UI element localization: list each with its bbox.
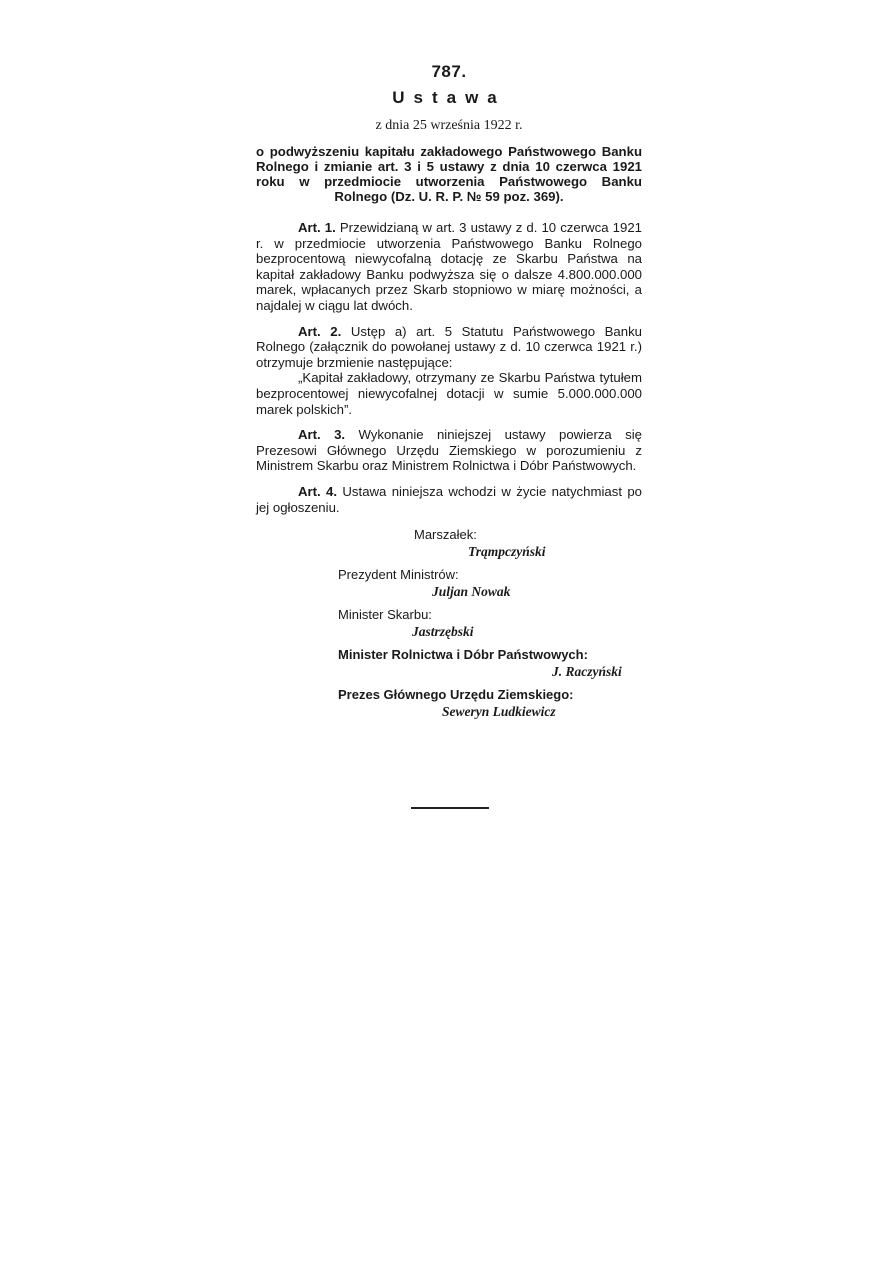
- article-label: Art. 1.: [298, 220, 336, 235]
- signature-prezes-guz: [256, 687, 642, 727]
- signature-name: Trąmpczyński: [468, 544, 546, 560]
- act-date: z dnia 25 września 1922 r.: [375, 118, 523, 133]
- article-3: [256, 427, 642, 474]
- signature-role: Minister Skarbu:: [338, 607, 432, 623]
- article-text: Przewidzianą w art. 3 ustawy z d. 10 czerwca 1921 r. w przedmiocie utworzenia Państwowego Banku Rolnego bezprocentową niewycofalną dotację ze Skarbu Państwa na kapitał zakładowy Banku podwyższa się o dalsze 4.800.000.000 marek, wpłacanych przez Skarb stopniowo w miarę możności, a najdalej w ciągu lat dwóch.: [256, 220, 642, 313]
- article-label: Art. 2.: [298, 323, 342, 339]
- article-text: Ustęp a) art. 5 Statutu Państwowego Banku Rolnego (załącznik do powołanej ustawy z d. 10 czerwca 1921 r.) otrzymuje brzmienie następujące:: [256, 323, 642, 370]
- signature-minister-skarbu: [256, 607, 642, 647]
- article-label: Art. 4.: [298, 483, 338, 499]
- article-quote: „Kapitał zakładowy, otrzymany ze Skarbu Państwa tytułem bezprocentowej niewycofalnej dotacji w sumie 5.000.000.000 marek polskich”.: [256, 370, 642, 417]
- closing-rule: [411, 807, 489, 809]
- signature-role: Minister Rolnictwa i Dóbr Państwowych:: [338, 647, 588, 663]
- article-4: [256, 484, 642, 515]
- signature-prezydent: [256, 567, 642, 607]
- signature-name: Jastrzębski: [412, 624, 474, 640]
- signature-name: J. Raczyński: [552, 664, 622, 680]
- signature-minister-rolnictwa: [256, 647, 642, 687]
- act-type-heading: Ustawa: [392, 88, 506, 107]
- signature-role: Marszałek:: [414, 527, 477, 543]
- document-number: 787.: [431, 62, 467, 81]
- article-text: Ustawa niniejsza wchodzi w życie natychmiast po jej ogłoszeniu.: [256, 483, 642, 515]
- article-1: [256, 220, 642, 314]
- signatures-block: [256, 527, 642, 727]
- signature-name: Seweryn Ludkiewicz: [442, 704, 556, 720]
- article-label: Art. 3.: [298, 427, 346, 443]
- article-text: Wykonanie niniejszej ustawy powierza się Prezesowi Głównego Urzędu Ziemskiego w porozumieniu z Ministrem Skarbu oraz Ministrem Rolnictwa i Dóbr Państwowych.: [256, 427, 642, 474]
- signature-role: Prezydent Ministrów:: [338, 567, 459, 583]
- signature-marszalek: [256, 527, 642, 567]
- article-2: [256, 324, 642, 418]
- act-title: o podwyższeniu kapitału zakładowego Państwowego Banku Rolnego i zmianie art. 3 i 5 ustawy z dnia 10 czerwca 1921 roku w przedmiocie utworzenia Państwowego Banku Rolnego (Dz. U. R. P. № 59 poz. 369).: [256, 144, 642, 204]
- signature-name: Juljan Nowak: [432, 584, 511, 600]
- document-page: [256, 62, 642, 727]
- signature-role: Prezes Głównego Urzędu Ziemskiego:: [338, 687, 574, 703]
